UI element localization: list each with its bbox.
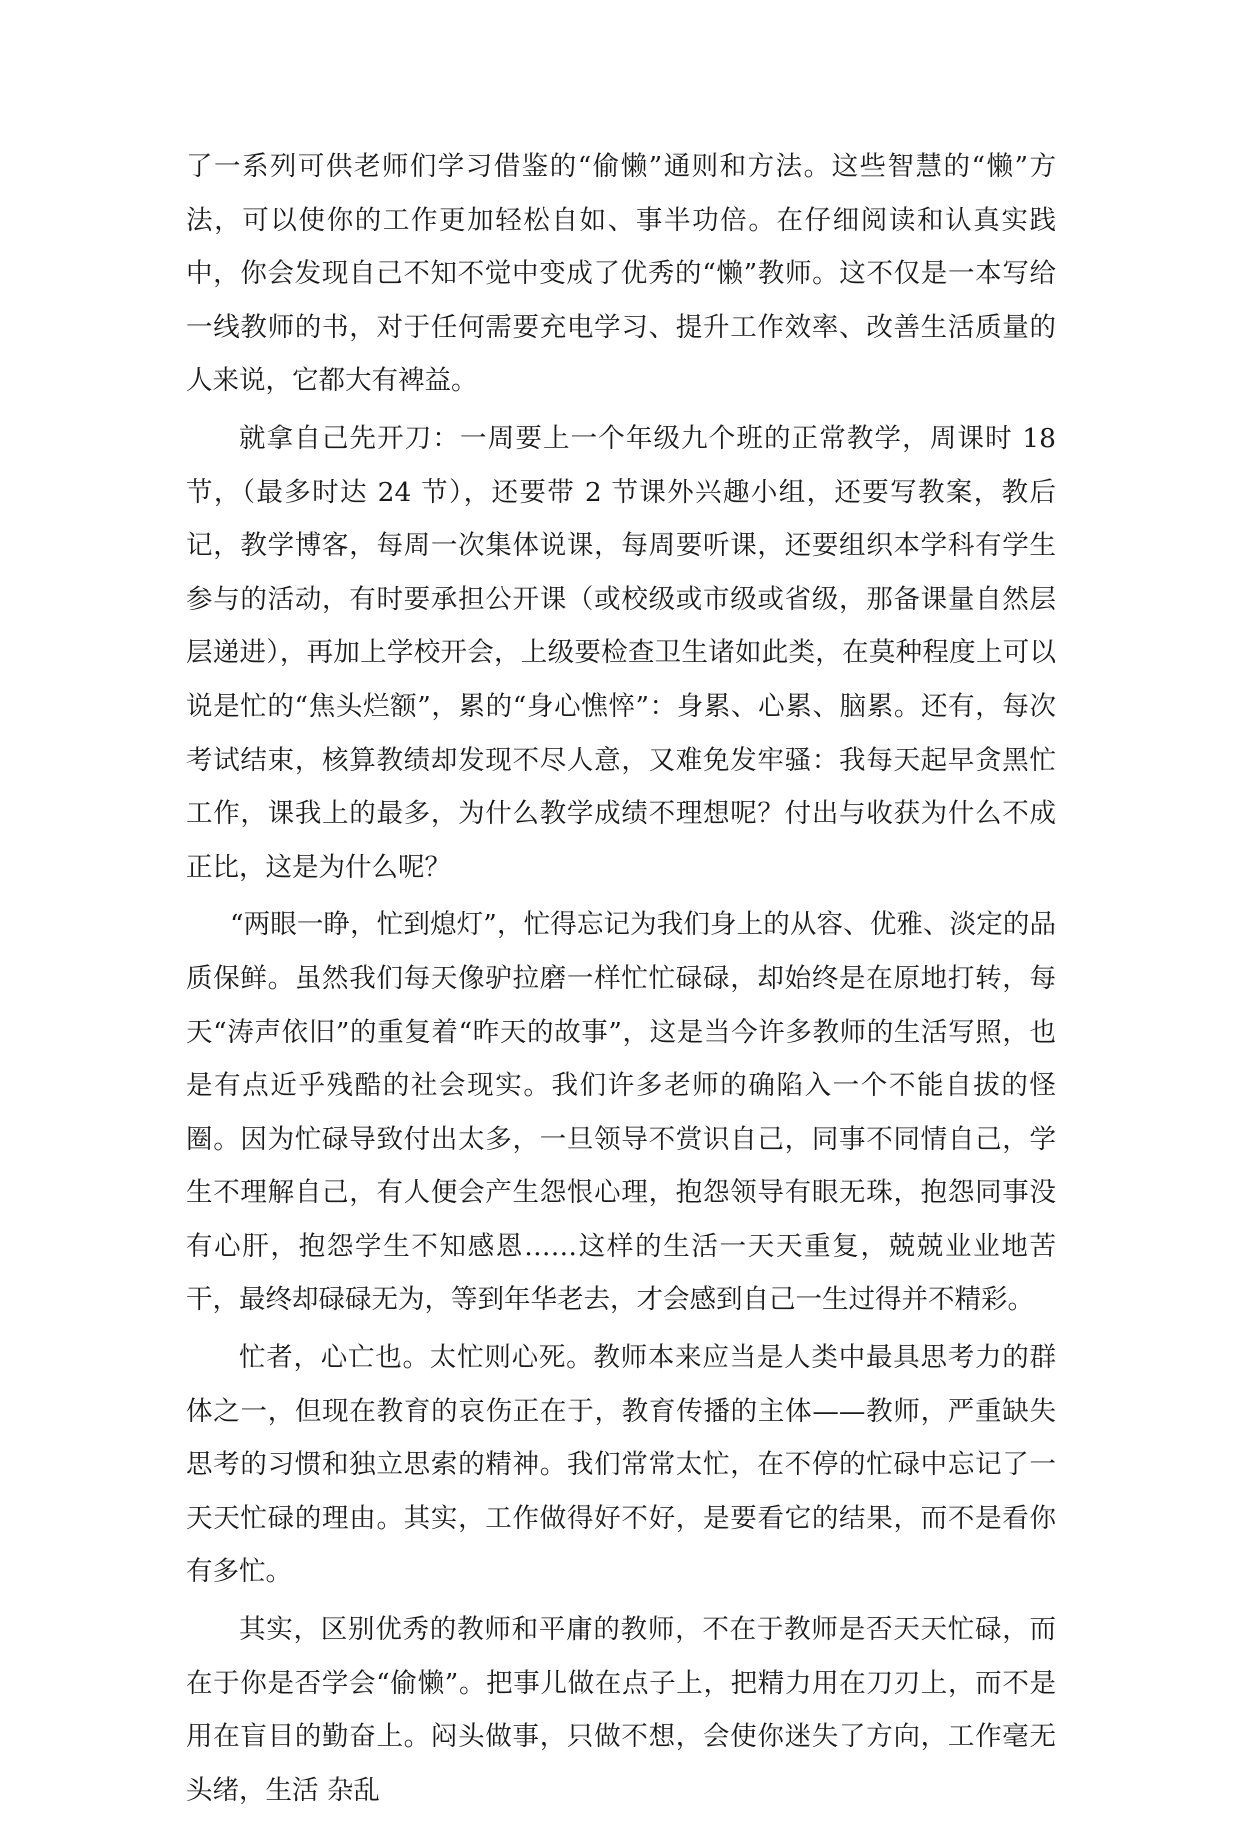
document-page	[186, 140, 1056, 1821]
paragraph-5: 其实，区别优秀的教师和平庸的教师，不在于教师是否天天忙碌，而在于你是否学会“偷懒”。把事儿做在点子上，把精力用在刀刃上，而不是用在盲目的勤奋上。闷头做事，只做不想，会使你迷失了方向，工作毫无头绪，生活 杂乱	[186, 1614, 1056, 1806]
paragraph-3: “两眼一睁，忙到熄灯”，忙得忘记为我们身上的从容、优雅、淡定的品质保鲜。虽然我们每天像驴拉磨一样忙忙碌碌，却始终是在原地打转，每天“涛声依旧”的重复着“昨天的故事”，这是当今许多教师的生活写照，也是有点近乎残酷的社会现实。我们许多老师的确陷入一个不能自拔的怪圈。因为忙碌导致付出太多，一旦领导不赏识自己，同事不同情自己，学生不理解自己，有人便会产生怨恨心理，抱怨领导有眼无珠，抱怨同事没有心肝，抱怨学生不知感恩……这样的生活一天天重复，兢兢业业地苦干，最终却碌碌无为，等到年华老去，才会感到自己一生过得并不精彩。	[186, 909, 1056, 1316]
paragraph-2: 就拿自己先开刀：一周要上一个年级九个班的正常教学，周课时 18 节，（最多时达 24 节），还要带 2 节课外兴趣小组，还要写教案，教后记，教学博客，每周一次集体说课，每周要听课，还要组织本学科有学生参与的活动，有时要承担公开课（或校级或市级或省级，那备课量自然层层递进），再加上学校开会，上级要检查卫生诸如此类，在莫种程度上可以说是忙的“焦头烂额”，累的“身心憔悴”：身累、心累、脑累。还有，每次考试结束，核算教绩却发现不尽人意，又难免发牢骚：我每天起早贪黑忙工作，课我上的最多，为什么教学成绩不理想呢？付出与收获为什么不成正比，这是为什么呢？	[186, 422, 1056, 883]
paragraph-1: 了一系列可供老师们学习借鉴的“偷懒”通则和方法。这些智慧的“懒”方法，可以使你的工作更加轻松自如、事半功倍。在仔细阅读和认真实践中，你会发现自己不知不觉中变成了优秀的“懒”教师。这不仅是一本写给一线教师的书，对于任何需要充电学习、提升工作效率、改善生活质量的人来说，它都大有裨益。	[186, 151, 1056, 397]
paragraph-4: 忙者，心亡也。太忙则心死。教师本来应当是人类中最具思考力的群体之一，但现在教育的哀伤正在于，教育传播的主体——教师，严重缺失思考的习惯和独立思索的精神。我们常常太忙，在不停的忙碌中忘记了一天天忙碌的理由。其实，工作做得好不好，是要看它的结果，而不是看你有多忙。	[186, 1342, 1056, 1588]
